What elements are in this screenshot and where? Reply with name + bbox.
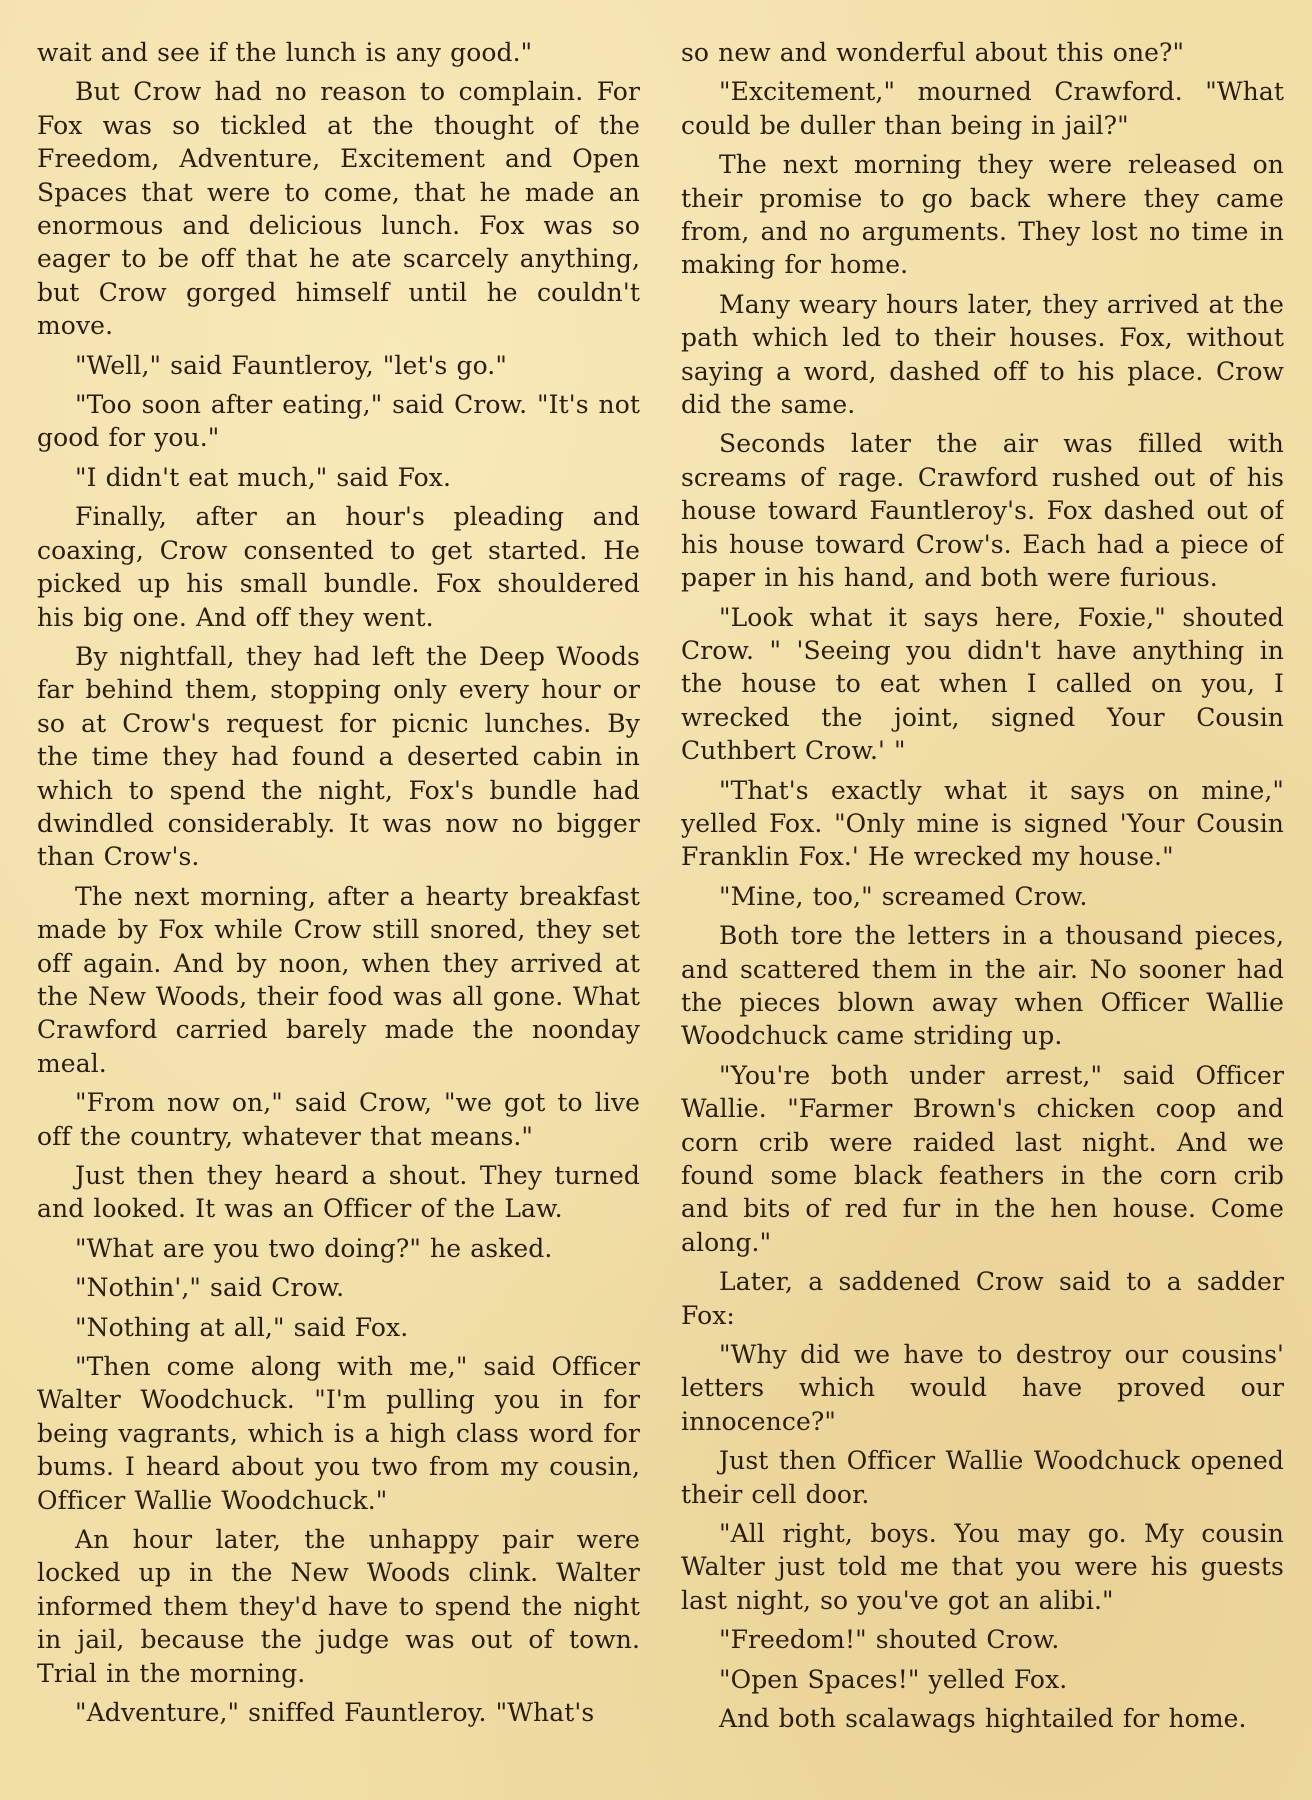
left-column-paragraph: By nightfall, they had left the Deep Woods far behind them, stopping only every hour or so at Crow's request for picnic lunches. By the time they had found a deserted cabin in which to spend the night, Fox's bundle had dwindled considerably. It was now no bigger than Crow's. [37,641,640,872]
right-column-paragraph: "All right, boys. You may go. My cousin Walter just told me that you were his guests last night, so you've got an alibi." [681,1519,1284,1615]
right-column-paragraph: "Freedom!" shouted Crow. [719,1625,1060,1655]
left-column-paragraph: An hour later, the unhappy pair were locked up in the New Woods clink. Walter informed them they'd have to spend the night in jail, because the judge was out of town. Trial in the morning. [37,1525,640,1688]
left-column-paragraph: Finally, after an hour's pleading and coaxing, Crow consented to get started. He picked up his small bundle. Fox shouldered his big one. And off they went. [37,502,640,632]
right-column-paragraph: The next morning they were released on their promise to go back where they came from, and no arguments. They lost no time in making for home. [681,150,1284,280]
left-column-paragraph: The next morning, after a hearty breakfast made by Fox while Crow still snored, they set off again. And by noon, when they arrived at the New Woods, their food was all gone. What Crawford carried barely made the noonday meal. [37,881,640,1078]
right-column-paragraph: "That's exactly what it says on mine," yelled Fox. "Only mine is signed 'Your Cousin Franklin Fox.' He wrecked my house." [681,775,1284,872]
right-column-paragraph: And both scalawags hightailed for home. [719,1704,1247,1734]
left-column-paragraph: "Adventure," sniffed Fauntleroy. "What's [75,1698,595,1728]
right-column-paragraph: "Mine, too," screamed Crow. [719,881,1088,911]
left-column-paragraph: "Nothin'," said Crow. [75,1273,345,1303]
right-column-paragraph: "You're both under arrest," said Officer Wallie. "Farmer Brown's chicken coop and corn crib were raided last night. And we found some black feathers in the corn crib and bits of red fur in the hen house. Come along." [681,1060,1284,1257]
right-column-paragraph: "Excitement," mourned Crawford. "What could be duller than being in jail?" [681,77,1284,140]
right-column-paragraph: Later, a saddened Crow said to a sadder Fox: [681,1267,1284,1330]
left-column-paragraph: "Nothing at all," said Fox. [75,1312,409,1342]
left-column-paragraph: "Too soon after eating," said Crow. "It's not good for you." [37,390,640,453]
right-column-paragraph: Both tore the letters in a thousand pieces, and scattered them in the air. No sooner had the pieces blown away when Officer Wallie Woodchuck came striding up. [681,921,1284,1051]
left-column-paragraph: "Well," said Fauntleroy, "let's go." [75,350,507,380]
right-column-paragraph: "Open Spaces!" yelled Fox. [719,1664,1068,1694]
right-column-paragraph: Many weary hours later, they arrived at the path which led to their houses. Fox, without saying a word, dashed off to his place. Crow did the same. [681,289,1284,420]
right-column-paragraph: so new and wonderful about this one?" [681,38,1185,67]
left-column-paragraph: Just then they heard a shout. They turned and looked. It was an Officer of the Law. [37,1161,640,1224]
left-column [37,36,640,1736]
column-gutter [656,34,657,1764]
right-column [681,36,1284,1742]
left-column-paragraph: "From now on," said Crow, "we got to live off the country, whatever that means." [37,1088,640,1151]
right-column-paragraph: "Look what it says here, Foxie," shouted Crow. " 'Seeing you didn't have anything in the house to eat when I called on you, I wrecked the joint, signed Your Cousin Cuthbert Crow.' " [681,602,1284,766]
right-column-paragraph: Just then Officer Wallie Woodchuck opened their cell door. [681,1446,1284,1509]
left-column-paragraph: "Then come along with me," said Officer Walter Woodchuck. "I'm pulling you in for being vagrants, which is a high class word for bums. I heard about you two from my cousin, Officer Wallie Woodchuck." [37,1352,640,1515]
left-column-paragraph: But Crow had no reason to complain. For Fox was so tickled at the thought of the Freedom, Adventure, Excitement and Open Spaces that were to come, that he made an enormous and delicious lunch. Fox was so eager to be off that he ate scarcely anything, but Crow gorged himself until he couldn't move. [37,77,640,341]
left-column-paragraph: wait and see if the lunch is any good." [37,38,533,67]
right-column-paragraph: Seconds later the air was filled with screams of rage. Crawford rushed out of his house toward Fauntleroy's. Fox dashed out of his house toward Crow's. Each had a piece of paper in his hand, and both were furious. [681,429,1284,593]
right-column-paragraph: "Why did we have to destroy our cousins' letters which would have proved our innocence?" [681,1340,1284,1436]
left-column-paragraph: "I didn't eat much," said Fox. [75,462,452,492]
left-column-paragraph: "What are you two doing?" he asked. [75,1233,553,1263]
